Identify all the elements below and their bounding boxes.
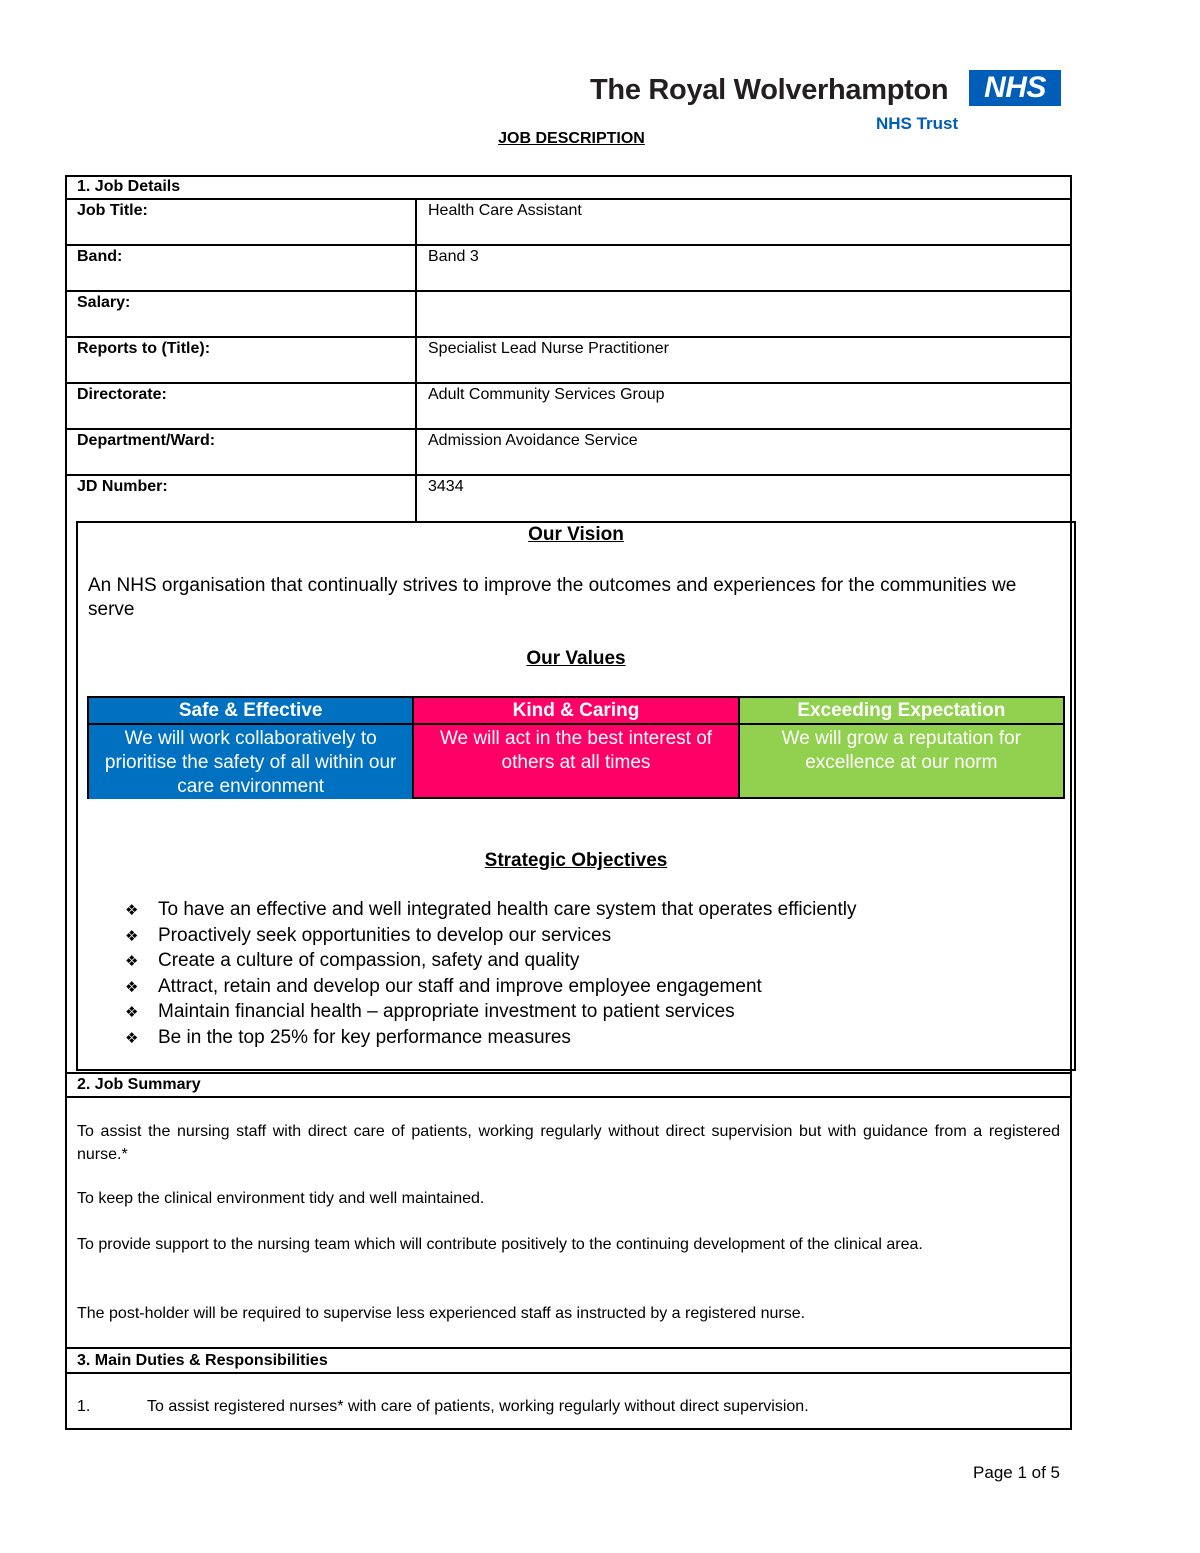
organisation-name: The Royal Wolverhampton	[590, 74, 949, 106]
value-title: Kind & Caring	[414, 698, 737, 725]
jd-number-value: 3434	[428, 478, 464, 495]
list-item	[125, 898, 1045, 924]
document-title: JOB DESCRIPTION	[498, 130, 645, 147]
diamond-bullet-icon: ❖	[125, 1029, 139, 1047]
value-title: Safe & Effective	[89, 698, 412, 725]
diamond-bullet-icon: ❖	[125, 927, 139, 945]
section-title-job-details: 1. Job Details	[77, 178, 181, 195]
row-divider	[65, 1372, 1072, 1374]
objectives-list	[125, 898, 1045, 1052]
job-title-label: Job Title:	[77, 202, 148, 219]
diamond-bullet-icon: ❖	[125, 953, 139, 971]
row-divider	[65, 336, 1072, 338]
department-label: Department/Ward:	[77, 432, 216, 449]
section-title-main-duties: 3. Main Duties & Responsibilities	[77, 1352, 328, 1369]
list-item	[125, 975, 1045, 1001]
objective-text: Proactively seek opportunities to develop our services	[158, 924, 612, 946]
band-label: Band:	[77, 248, 123, 265]
value-description: We will grow a reputation for excellence at our norm	[740, 725, 1063, 797]
row-divider	[65, 1096, 1072, 1098]
value-kind-caring	[414, 698, 739, 797]
duty-number: 1.	[77, 1398, 91, 1415]
values-heading: Our Values	[526, 648, 626, 669]
page-number: Page 1 of 5	[973, 1463, 1060, 1482]
row-divider	[65, 198, 1072, 200]
list-item	[125, 949, 1045, 975]
section-title-job-summary: 2. Job Summary	[77, 1076, 201, 1093]
row-divider	[65, 382, 1072, 384]
department-value: Admission Avoidance Service	[428, 432, 638, 449]
job-title-value: Health Care Assistant	[428, 202, 582, 219]
reports-to-label: Reports to (Title):	[77, 340, 211, 357]
jd-number-label: JD Number:	[77, 478, 168, 495]
list-item	[125, 1026, 1045, 1052]
value-safe-effective	[89, 698, 414, 797]
list-item	[125, 924, 1045, 950]
summary-paragraph: The post-holder will be required to supervise less experienced staff as instructed by a registered nurse.	[77, 1305, 806, 1322]
value-exceeding-expectation	[740, 698, 1063, 797]
band-value: Band 3	[428, 248, 479, 265]
row-divider	[65, 1347, 1072, 1349]
objectives-heading: Strategic Objectives	[484, 850, 668, 871]
diamond-bullet-icon: ❖	[125, 902, 139, 919]
directorate-label: Directorate:	[77, 386, 167, 403]
objective-text: Create a culture of compassion, safety and quality	[158, 950, 580, 972]
value-description: We will work collaboratively to prioritise the safety of all within our care environment	[89, 725, 412, 799]
row-divider	[65, 1072, 1072, 1074]
vision-text: An NHS organisation that continually strives to improve the outcomes and experiences for the communities we serve	[88, 575, 1017, 620]
row-divider	[65, 244, 1072, 246]
diamond-bullet-icon: ❖	[125, 978, 139, 996]
objective-text: To have an effective and well integrated health care system that operates efficiently	[158, 899, 857, 920]
salary-label: Salary:	[77, 294, 131, 311]
column-divider	[415, 198, 417, 521]
objective-text: Attract, retain and develop our staff and improve employee engagement	[158, 975, 762, 997]
summary-paragraph: To keep the clinical environment tidy and well maintained.	[77, 1190, 485, 1207]
nhs-trust-label: NHS Trust	[876, 114, 959, 133]
summary-paragraph: To provide support to the nursing team which will contribute positively to the continuing development of the clinical area.	[77, 1236, 923, 1253]
row-divider	[65, 474, 1072, 476]
row-divider	[65, 290, 1072, 292]
value-description: We will act in the best interest of others at all times	[414, 725, 737, 797]
row-divider	[65, 428, 1072, 430]
summary-paragraph: To assist the nursing staff with direct care of patients, working regularly without direct supervision but with guidance from a registered nurse.*	[77, 1123, 1060, 1163]
values-table	[87, 696, 1065, 799]
reports-to-value: Specialist Lead Nurse Practitioner	[428, 340, 670, 357]
directorate-value: Adult Community Services Group	[428, 386, 665, 403]
objective-text: Be in the top 25% for key performance measures	[158, 1026, 571, 1048]
duty-text: To assist registered nurses* with care of patients, working regularly without direct supervision.	[147, 1398, 809, 1415]
list-item	[125, 1000, 1045, 1026]
diamond-bullet-icon: ❖	[125, 1004, 139, 1022]
objective-text: Maintain financial health – appropriate investment to patient services	[158, 1001, 735, 1023]
vision-heading: Our Vision	[528, 524, 624, 545]
value-title: Exceeding Expectation	[740, 698, 1063, 725]
nhs-logo: NHS	[969, 70, 1061, 106]
